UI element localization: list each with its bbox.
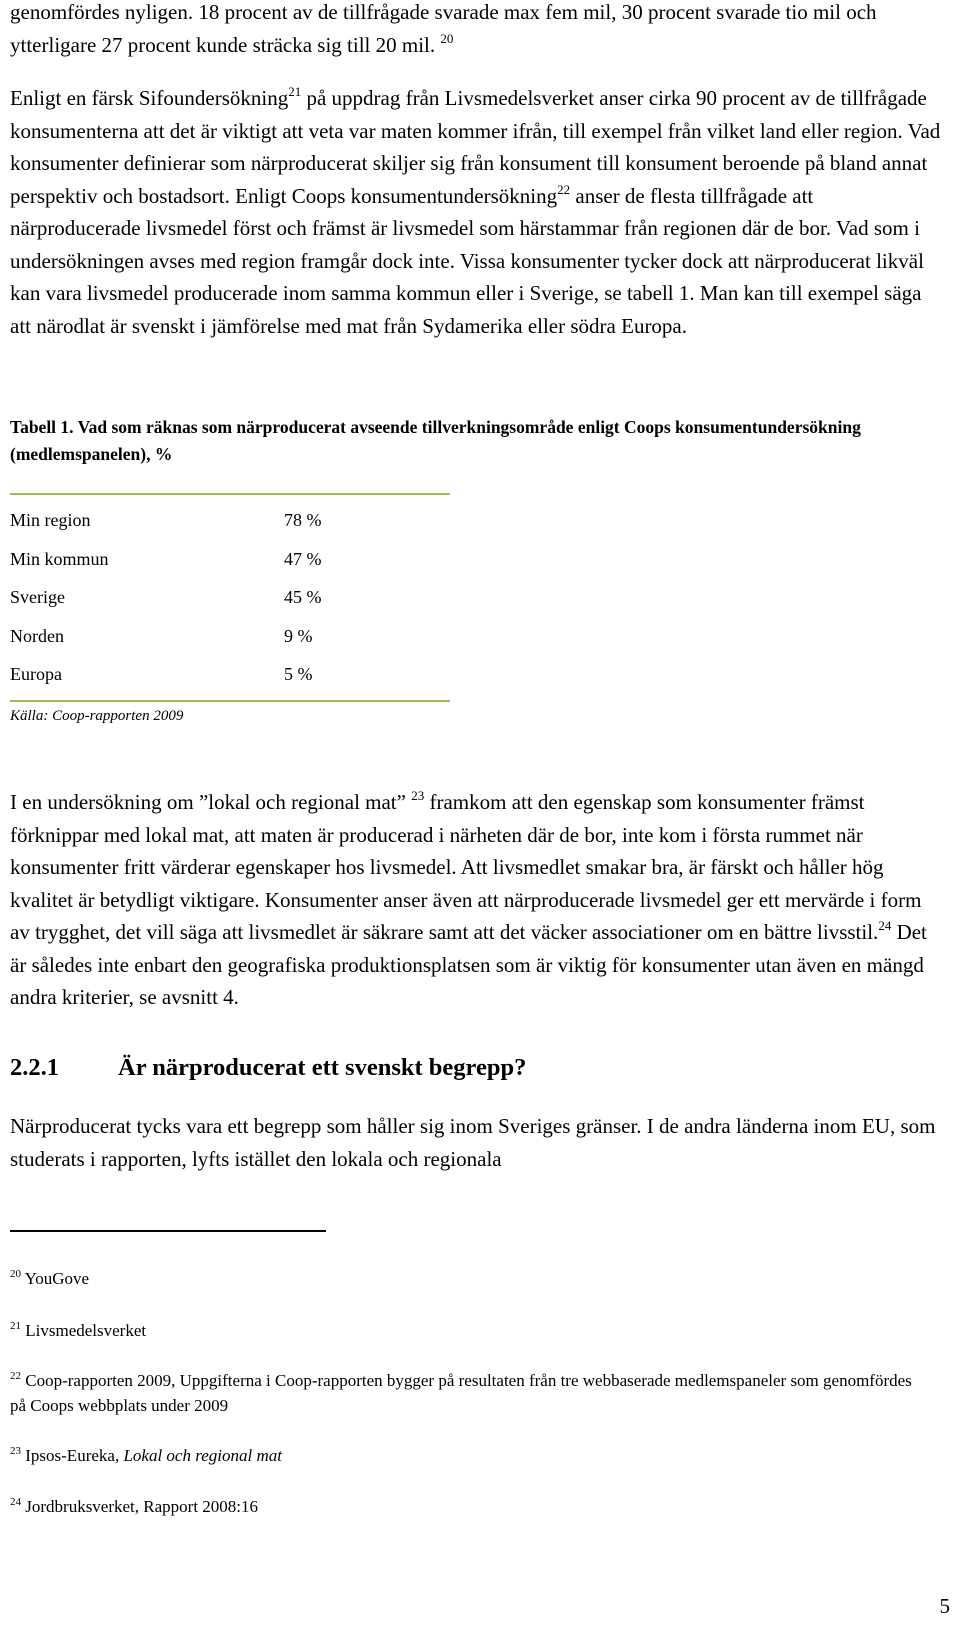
footnote-ref-20[interactable]: 20 bbox=[440, 30, 454, 46]
row-value: 9 % bbox=[284, 625, 313, 646]
footnote-number: 20 bbox=[10, 1268, 21, 1280]
table-row bbox=[10, 655, 450, 694]
row-label: Sverige bbox=[10, 587, 65, 607]
paragraph-text: Enligt en färsk Sifoundersökning bbox=[10, 86, 289, 110]
page-number: 5 bbox=[939, 1594, 950, 1618]
footnote-text: YouGove bbox=[24, 1269, 90, 1288]
footnote-24 bbox=[10, 1494, 930, 1519]
section-number: 2.2.1 bbox=[10, 1054, 59, 1081]
paragraph-text: I en undersökning om ”lokal och regional mat” bbox=[10, 790, 412, 814]
footnote-text: Ipsos-Eureka, bbox=[25, 1446, 124, 1465]
table-bottom-rule bbox=[10, 700, 450, 702]
row-value: 78 % bbox=[284, 510, 322, 530]
footnote-21 bbox=[10, 1318, 930, 1343]
table-row bbox=[10, 501, 450, 540]
section-title: Är närproducerat ett svenskt begrepp? bbox=[118, 1054, 527, 1081]
footnote-ref-23[interactable]: 23 bbox=[411, 788, 425, 803]
section-heading bbox=[10, 1054, 526, 1082]
paragraph-text: anser de flesta tillfrågade att närproducerade livsmedel först och främst är livsmedel som härstammar från regionen där de bor. Vad som i undersökningen avses med region framgår dock inte. Vissa konsumenter tycker dock att närproducerat likväl kan vara livsmedel producerade inom samma kommun eller i Sverige, se tabell 1. Man kan till exempel säga att närodlat är svenskt i jämförelse med mat från Sydamerika eller södra Europa. bbox=[10, 183, 924, 338]
row-value: 47 % bbox=[284, 548, 322, 569]
row-label: Min kommun bbox=[10, 548, 109, 569]
table-body bbox=[10, 495, 450, 700]
paragraph-text: Det är således inte enbart den geografiska produktionsplatsen som är viktig för konsumenter utan även en mängd andra kriterier, se avsnitt 4. bbox=[10, 920, 927, 1009]
footnote-ref-24[interactable]: 24 bbox=[878, 918, 892, 933]
table-row bbox=[10, 578, 450, 617]
paragraph-swedish-concept: Närproducerat tycks vara ett begrepp som håller sig inom Sveriges gränser. I de andra länderna inom EU, som studerats i rapporten, lyfts istället den lokala och regionala bbox=[10, 1114, 936, 1171]
table-caption: Tabell 1. Vad som räknas som närproducerat avseende tillverkningsområde enligt Coops konsumentundersökning (medlemspanelen), % bbox=[10, 417, 861, 464]
footnote-text: Jordbruksverket, Rapport 2008:16 bbox=[25, 1497, 259, 1516]
paragraph-text: genomfördes nyligen. 18 procent av de tillfrågade svarade max fem mil, 30 procent svarade tio mil och ytterligare 27 procent kunde sträcka sig till 20 mil. bbox=[10, 0, 877, 57]
footnote-number: 24 bbox=[10, 1496, 21, 1508]
footnote-20 bbox=[10, 1266, 930, 1291]
row-label: Norden bbox=[10, 625, 64, 646]
footnote-italic-title: Lokal och regional mat bbox=[123, 1446, 282, 1465]
table-source: Källa: Coop-rapporten 2009 bbox=[10, 708, 184, 724]
paragraph-survey-distance bbox=[10, 0, 950, 61]
footnote-23 bbox=[10, 1443, 930, 1468]
footnote-number: 21 bbox=[10, 1320, 21, 1332]
footnote-ref-21[interactable]: 21 bbox=[288, 84, 302, 99]
footnote-22 bbox=[10, 1368, 930, 1418]
row-value: 45 % bbox=[284, 587, 322, 607]
row-value: 5 % bbox=[284, 664, 313, 684]
footnote-text: Livsmedelsverket bbox=[25, 1321, 147, 1340]
footnote-number: 23 bbox=[10, 1445, 21, 1457]
footnote-ref-22[interactable]: 22 bbox=[557, 181, 571, 197]
paragraph-sifo-survey bbox=[10, 82, 945, 342]
footnote-number: 22 bbox=[10, 1370, 21, 1382]
row-label: Europa bbox=[10, 664, 62, 684]
table-row bbox=[10, 540, 450, 579]
table-row bbox=[10, 617, 450, 656]
paragraph-text: på uppdrag från Livsmedelsverket anser cirka 90 procent av de tillfrågade konsumenterna att det är viktigt att veta var maten kommer ifrån, till exempel från vilket land eller region. Vad konsumenter definierar som närproducerat skiljer sig från konsument till konsument beroende på bland annat perspektiv och bostadsort. Enligt Coops konsumentundersökning bbox=[10, 86, 941, 208]
paragraph-text: framkom att den egenskap som konsumenter främst förknippar med lokal mat, att maten är producerad i närheten där de bor, inte kom i första rummet när konsumenter fritt värderar egenskaper hos livsmedel. Att livsmedlet smakar bra, är färskt och håller hög kvalitet är betydligt viktigare. Konsumenter anser även att närproducerade livsmedel ger ett mervärde i form av trygghet, det vill säga att livsmedlet är säkrare samt att det väcker associationer om en bättre livsstil. bbox=[10, 790, 922, 944]
paragraph-local-food-survey bbox=[10, 786, 945, 1014]
footnote-separator bbox=[10, 1230, 326, 1232]
footnote-text: Coop-rapporten 2009, Uppgifterna i Coop-rapporten bygger på resultaten från tre webbaserade medlemspaneler som genomfördes på Coops webbplats under 2009 bbox=[10, 1371, 912, 1415]
data-table bbox=[10, 493, 450, 702]
row-label: Min region bbox=[10, 510, 91, 530]
